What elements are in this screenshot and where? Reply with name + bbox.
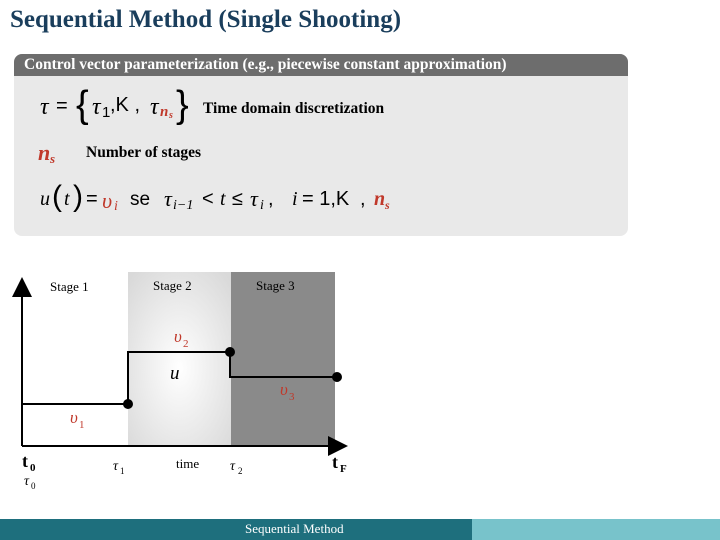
time-domain-label: Time domain discretization xyxy=(203,100,385,117)
tau-ns-symbol: τ xyxy=(150,94,159,120)
footer-bar-left xyxy=(0,519,472,540)
ns-subscript: n xyxy=(160,104,169,120)
stages-label: Number of stages xyxy=(86,144,202,161)
u-symbol: u xyxy=(40,188,50,210)
footer-title: Sequential Method xyxy=(245,521,344,536)
ns-symbol-subscript: s xyxy=(50,151,56,166)
footer-bar-right xyxy=(472,519,720,540)
t0-subscript: 0 xyxy=(30,462,36,474)
tau2-subscript: 2 xyxy=(238,466,243,476)
upsilon3-subscript: 3 xyxy=(289,391,295,403)
tf-label: t xyxy=(332,452,338,472)
piecewise-control-diagram xyxy=(0,255,380,500)
equals-symbol-2: = xyxy=(86,188,98,210)
stage3-end-point xyxy=(332,372,342,382)
t-symbol-2: t xyxy=(220,188,226,210)
tau1-subscript: 1 xyxy=(120,466,125,476)
less-equal: ≤ xyxy=(232,188,243,210)
t-symbol: t xyxy=(64,188,70,210)
tau1-symbol: τ xyxy=(92,94,101,120)
tau2-label: τ xyxy=(230,459,236,474)
upsilon-symbol: υ xyxy=(102,188,113,213)
open-paren: ( xyxy=(52,180,62,213)
stage2-end-point xyxy=(225,347,235,357)
comma-separator: , xyxy=(268,188,274,210)
upsilon1-subscript: 1 xyxy=(79,419,85,431)
tau-i-symbol: τ xyxy=(250,186,258,211)
ns-range-end-sub: s xyxy=(385,198,390,212)
upsilon-subscript: i xyxy=(114,199,118,214)
stage1-end-point xyxy=(123,399,133,409)
stage2-region xyxy=(128,272,231,446)
slide-title: Sequential Method (Single Shooting) xyxy=(10,6,402,33)
i-index: i xyxy=(292,188,298,210)
time-axis-label: time xyxy=(176,456,200,471)
open-brace: { xyxy=(76,84,89,126)
tau-i-subscript: i xyxy=(260,198,264,213)
ns-symbol: n xyxy=(38,140,51,165)
close-brace: } xyxy=(176,84,189,126)
ns-range-end: n xyxy=(374,188,386,210)
less-than: < xyxy=(202,188,214,210)
tau1-subscript: 1 xyxy=(102,104,111,121)
comma-separator-2: , xyxy=(360,188,366,210)
upsilon3-symbol: υ xyxy=(280,380,288,399)
u-label: u xyxy=(170,363,180,384)
stage3-label: Stage 3 xyxy=(256,278,295,293)
stage1-label: Stage 1 xyxy=(50,279,89,294)
ns-subscript-s: s xyxy=(169,110,173,121)
comma-k-separator: ,K , xyxy=(110,94,141,116)
tau-im1-symbol: τ xyxy=(164,186,172,211)
upsilon2-symbol: υ xyxy=(174,327,182,346)
tf-subscript: F xyxy=(340,463,347,475)
tau0-subscript: 0 xyxy=(31,481,36,491)
info-panel xyxy=(14,54,628,236)
stage3-region xyxy=(231,272,335,446)
panel-header: Control vector parameterization (e.g., piecewise constant approximation) xyxy=(14,54,628,76)
equals-symbol: = xyxy=(56,95,68,117)
upsilon1-symbol: υ xyxy=(70,408,78,427)
t0-label: t xyxy=(22,451,28,471)
control-parameterization-equation xyxy=(40,180,420,220)
stage2-label: Stage 2 xyxy=(153,278,192,293)
upsilon2-subscript: 2 xyxy=(183,338,189,350)
close-paren: ) xyxy=(73,180,83,213)
se-word: se xyxy=(130,189,151,210)
tau1-label: τ xyxy=(113,459,119,474)
tau-symbol: τ xyxy=(40,94,49,120)
tau0-label: τ xyxy=(24,474,30,489)
tau-im1-subscript: i−1 xyxy=(173,198,194,213)
index-range: = 1,K xyxy=(302,188,350,210)
